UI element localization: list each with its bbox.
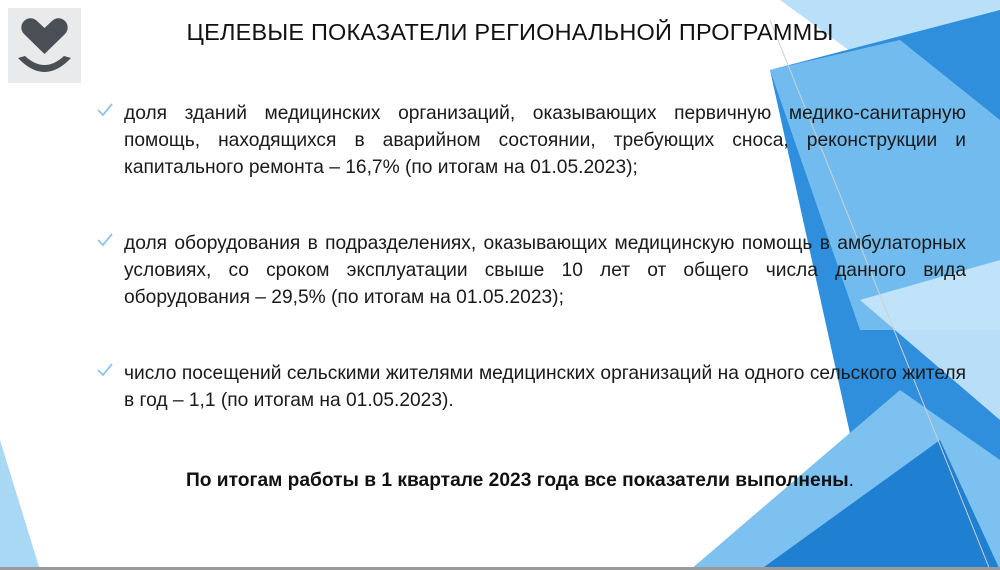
list-item-text: доля оборудования в подразделениях, оказывающих медицинскую помощь в амбулаторных условиях, со сроком эксплуатации свыше 10 лет от общего числа данного вида оборудования – 29,5% (по итогам на 01.05.2023); xyxy=(124,233,966,308)
summary-main: По итогам работы в 1 квартале 2023 года все показатели выполнены xyxy=(185,470,849,491)
list-item-text: доля зданий медицинских организаций, оказывающих первичную медико-санитарную помощь, находящихся в аварийном состоянии, требующих сноса, реконструкции и капитального ремонта – 16,7% (по итогам на 01.05.2023); xyxy=(124,103,966,178)
list-item xyxy=(96,100,966,181)
checkmark-icon xyxy=(96,360,114,380)
page-title: ЦЕЛЕВЫЕ ПОКАЗАТЕЛИ РЕГИОНАЛЬНОЙ ПРОГРАММЫ xyxy=(186,19,834,45)
checkmark-icon xyxy=(96,100,114,120)
heart-smile-logo-icon xyxy=(8,8,81,83)
list-item xyxy=(96,230,966,311)
list-item xyxy=(96,360,966,414)
logo xyxy=(8,8,81,83)
checkmark-icon xyxy=(96,230,114,250)
bg-left-light-triangle xyxy=(0,440,40,570)
list-item-text: число посещений сельскими жителями медицинских организаций на одного сельского жителя в год – 1,1 (по итогам на 01.05.2023). xyxy=(124,363,966,411)
summary-text xyxy=(0,470,1000,492)
summary-period: . xyxy=(848,470,855,491)
